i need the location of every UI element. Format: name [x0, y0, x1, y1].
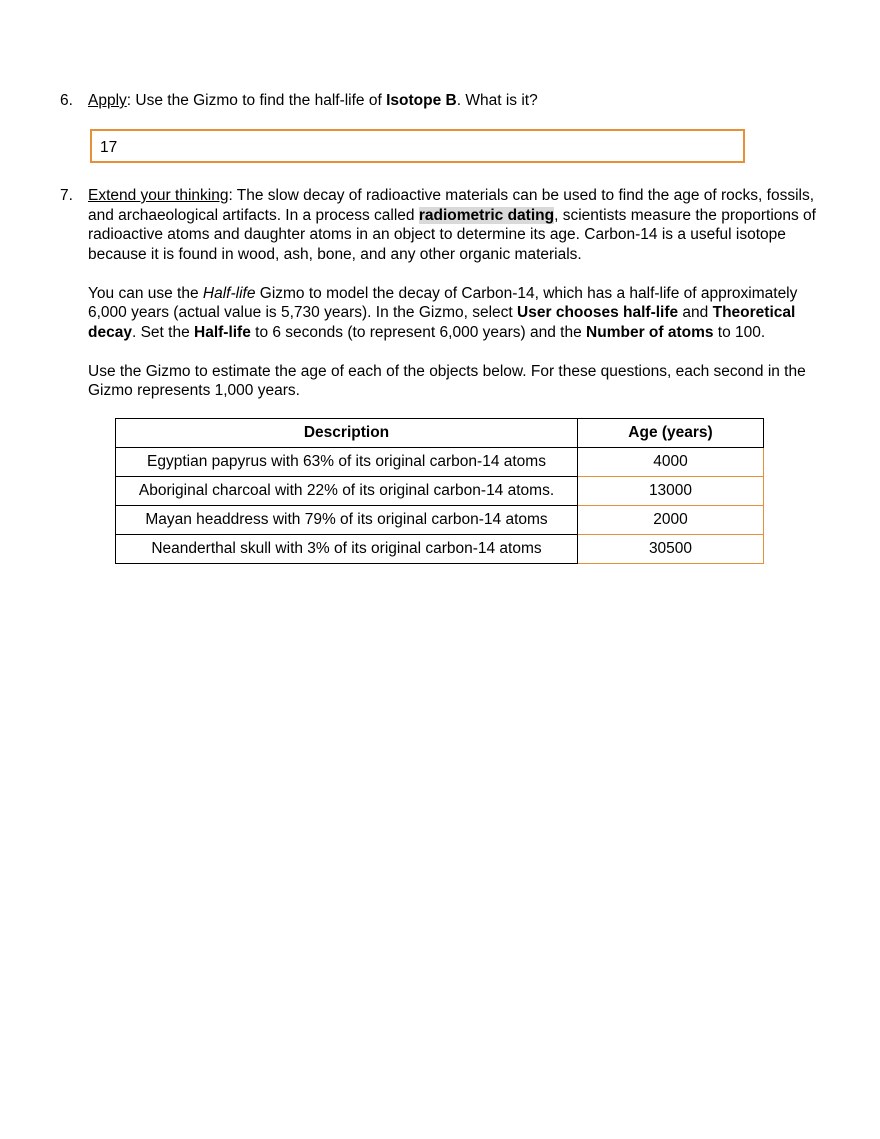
paragraph-text: , scientists measure the proportions of radioactive atoms and daughter atoms in an object to determine its age. Carbon-14 is a useful isotope because it is found in wood, ash, bone, and any other organic materials.: [88, 206, 816, 263]
paragraph-3: Use the Gizmo to estimate the age of each of the objects below. For these questions, each second in the Gizmo represents 1,000 years.: [88, 362, 806, 399]
question-number: 7.: [60, 187, 73, 204]
row-description: Egyptian papyrus with 63% of its original carbon-14 atoms: [116, 448, 578, 477]
bold-term: Half-life: [194, 323, 251, 341]
bold-term: Number of atoms: [586, 323, 714, 341]
paragraph-text: to 100.: [713, 323, 766, 341]
header-description: Description: [116, 419, 578, 448]
paragraph-text: : The slow decay of radioactive materials can be used to find the age of rocks, fossils, and archaeological artifacts. In a process called: [88, 187, 815, 224]
paragraph-text: to 6 seconds (to represent 6,000 years) and the: [250, 323, 587, 341]
table-row: [116, 535, 764, 564]
question-6: [60, 91, 820, 111]
bold-term: Theoretical decay: [88, 304, 796, 341]
row-age-field[interactable]: 4000: [578, 448, 764, 477]
gizmo-name: Half-life: [202, 284, 256, 302]
table-row: [116, 448, 764, 477]
table-row: [116, 477, 764, 506]
row-age-field[interactable]: 13000: [578, 477, 764, 506]
question-text: : Use the Gizmo to find the half-life of: [126, 92, 387, 109]
table-row: [116, 506, 764, 535]
highlight-term: radiometric dating: [418, 206, 555, 224]
paragraph-text: and: [678, 304, 713, 321]
question-label: Apply: [88, 92, 127, 109]
row-description: Neanderthal skull with 3% of its original carbon-14 atoms: [116, 535, 578, 564]
paragraph-1: [88, 186, 820, 264]
question-bold: Isotope B: [386, 92, 457, 109]
row-description: Aboriginal charcoal with 22% of its original carbon-14 atoms.: [116, 477, 578, 506]
header-age: Age (years): [578, 419, 764, 448]
question-label: Extend your thinking: [88, 187, 229, 204]
question-7: [60, 186, 820, 401]
question-number: 6.: [60, 92, 73, 109]
question-text-end: . What is it?: [456, 92, 538, 109]
row-age-field[interactable]: 30500: [578, 535, 764, 564]
row-description: Mayan headdress with 79% of its original carbon-14 atoms: [116, 506, 578, 535]
age-table: [115, 418, 764, 564]
paragraph-text: . Set the: [131, 323, 194, 341]
bold-term: User chooses half-life: [517, 304, 679, 321]
paragraph-text: You can use the: [88, 284, 203, 302]
row-age-field[interactable]: 2000: [578, 506, 764, 535]
table-header-row: [116, 419, 764, 448]
paragraph-2: [88, 284, 820, 343]
answer-field-q6[interactable]: 17: [90, 129, 745, 163]
paragraph-text: Gizmo to model the decay of Carbon-14, which has a half-life of approximately 6,000 years (actual value is 5,730 years). In the Gizmo, select: [88, 284, 798, 321]
